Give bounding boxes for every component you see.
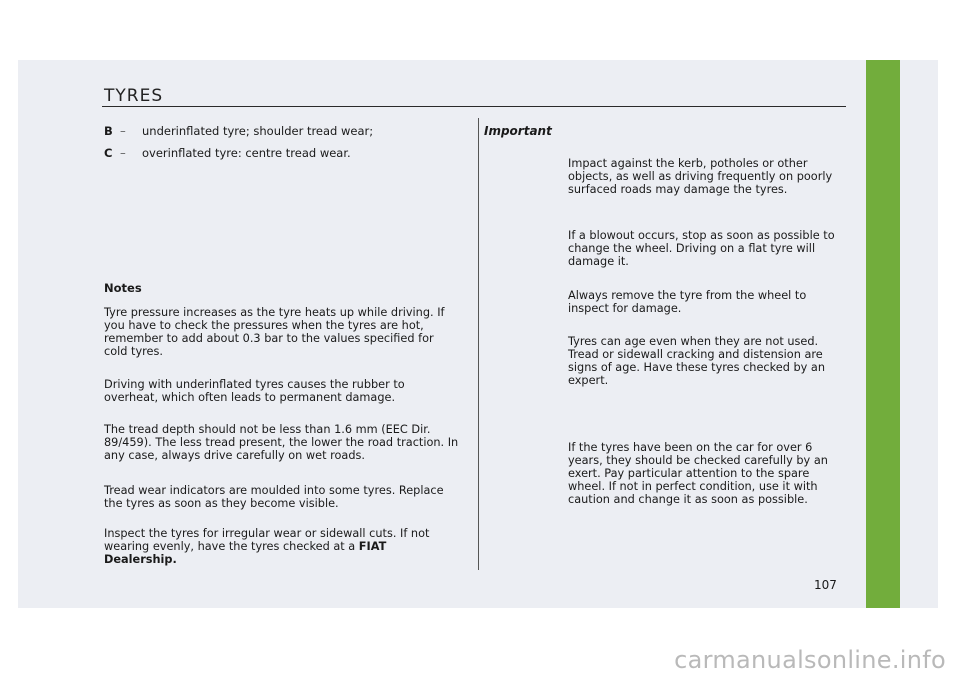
note-paragraph: The tread depth should not be less than 1.6 mm (EEC Dir. 89/459). The less tread present, the lower the road traction. In any case, always drive carefully on wet roads.	[104, 423, 459, 462]
important-paragraph: Tyres can age even when they are not used. Tread or sidewall cracking and distension are signs of age. Have these tyres checked by an expert.	[568, 335, 825, 387]
title-rule	[102, 106, 846, 107]
notes-heading	[104, 277, 460, 296]
important-paragraph: If a blowout occurs, stop as soon as possible to change the wheel. Driving on a flat tyre will damage it.	[568, 229, 835, 268]
green-edge-bar	[866, 60, 900, 608]
page-number: 107	[814, 578, 837, 592]
item-key: B	[104, 124, 113, 138]
important-paragraph: Impact against the kerb, potholes or other objects, as well as driving frequently on poorly surfaced roads may damage the tyres.	[568, 157, 833, 196]
item-dash: –	[120, 124, 126, 138]
item-text: overinflated tyre: centre tread wear.	[142, 146, 351, 160]
note-paragraph: Driving with underinflated tyres causes the rubber to overheat, which often leads to permanent damage.	[104, 378, 405, 404]
section-title: TYRES	[104, 86, 164, 106]
important-heading: Important	[484, 124, 552, 138]
important-paragraph: Always remove the tyre from the wheel to inspect for damage.	[568, 289, 807, 315]
list-item-c	[104, 146, 351, 160]
note-paragraph: Tread wear indicators are moulded into some tyres. Replace the tyres as soon as they become visible.	[104, 484, 444, 510]
note-paragraph: Tyre pressure increases as the tyre heats up while driving. If you have to check the pressures when the tyres are hot, remember to add about 0.3 bar to the values specified for cold tyres.	[104, 306, 445, 358]
important-paragraph: If the tyres have been on the car for over 6 years, they should be checked carefully by an exert. Pay particular attention to the spare wheel. If not in perfect condition, use it with caution and change it as soon as possible.	[568, 441, 828, 506]
column-divider	[478, 118, 479, 570]
note-paragraph-last	[104, 527, 460, 566]
list-item-b	[104, 124, 373, 138]
dealership-text: FIAT Dealership.	[104, 540, 387, 566]
item-dash: –	[120, 146, 126, 160]
note-text: Inspect the tyres for irregular wear or sidewall cuts. If not wearing evenly, have the tyres checked at a	[104, 527, 430, 553]
notes-heading-text: Notes	[104, 281, 142, 295]
item-key: C	[104, 146, 113, 160]
item-text: underinflated tyre; shoulder tread wear;	[142, 124, 374, 138]
watermark: carmanualsonline.info	[674, 646, 946, 674]
